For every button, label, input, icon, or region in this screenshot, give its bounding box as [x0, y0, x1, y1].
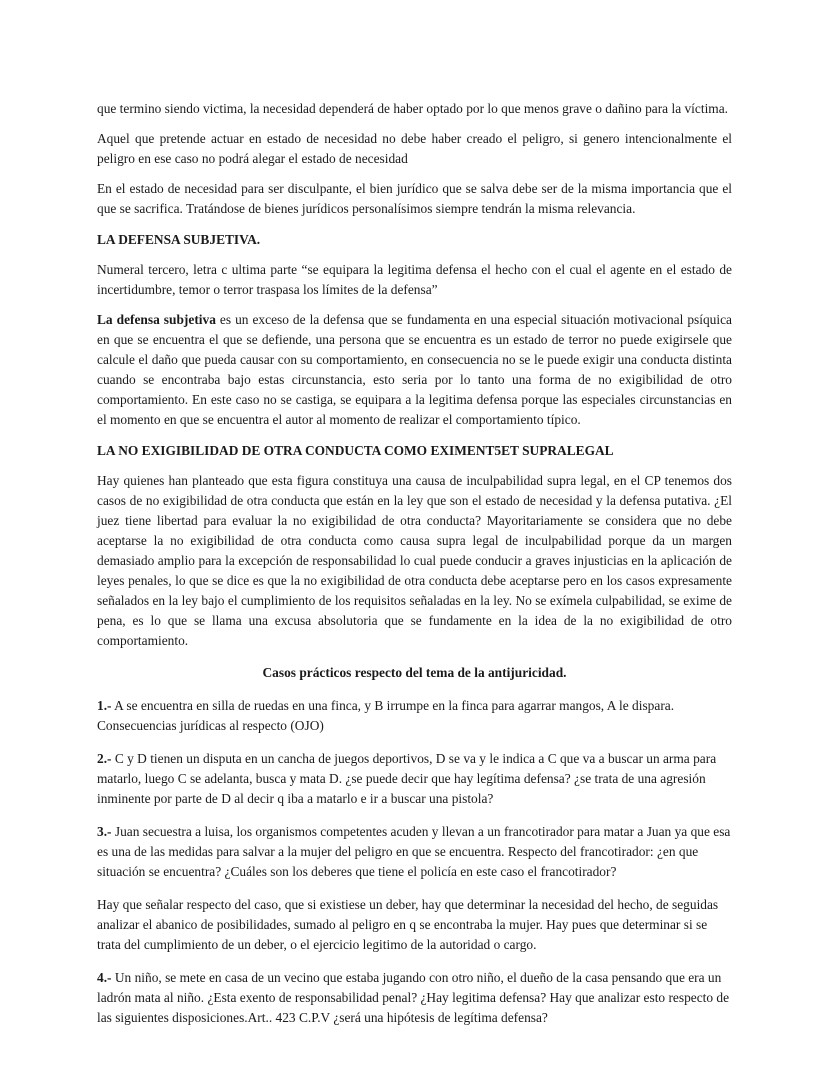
case-text: Juan secuestra a luisa, los organismos competentes acuden y llevan a un francotirador para matar a Juan ya que esa es una de las medidas para salvar a la mujer del peligro en que se encuentra. Respecto del francotirador: ¿en que situación se encuentra? ¿Cuáles son los deberes que tiene el policía en este caso el francotirador? [97, 824, 731, 879]
paragraph: que termino siendo victima, la necesidad dependerá de haber optado por lo que menos grave o dañino para la víctima. [97, 101, 728, 116]
case-item [97, 822, 732, 882]
section-heading: LA DEFENSA SUBJETIVA. [97, 232, 261, 247]
case-item [97, 749, 732, 809]
case-note: Hay que señalar respecto del caso, que si existiese un deber, hay que determinar la necesidad del hecho, de seguidas analizar el abanico de posibilidades, sumado al peligro en q se encontraba la mujer. Hay pues que determinar si se trata del cumplimiento de un deber, o el ejercicio legitimo de la autoridad o cargo. [97, 897, 719, 952]
case-item [97, 968, 732, 1028]
paragraph: Aquel que pretende actuar en estado de necesidad no debe haber creado el peligro, si genero intencionalmente el peligro en ese caso no podrá alegar el estado de necesidad [97, 131, 732, 166]
section-heading: LA NO EXIGIBILIDAD DE OTRA CONDUCTA COMO EXIMENT5ET SUPRALEGAL [97, 443, 614, 458]
paragraph: En el estado de necesidad para ser disculpante, el bien jurídico que se salva debe ser de la misma importancia que el que se sacrifica. Tratándose de bienes jurídicos personalísimos siempre tendrán la misma relevancia. [97, 181, 732, 216]
paragraph: Numeral tercero, letra c ultima parte “se equipara la legitima defensa el hecho con el cual el agente en el estado de incertidumbre, temor o terror traspasa los límites de la defensa” [97, 262, 732, 297]
paragraph [97, 310, 732, 430]
case-text: C y D tienen un disputa en un cancha de juegos deportivos, D se va y le indica a C que va a buscar un arma para matarlo, luego C se adelanta, busca y mata D. ¿se puede decir que hay legítima defensa? ¿se trata de una agresión inminente por parte de D al decir q iba a matarlo e ir a buscar una pistola? [97, 751, 717, 806]
case-number: 1.- [97, 698, 112, 713]
bold-term: La defensa subjetiva [97, 312, 216, 327]
paragraph-text: es un exceso de la defensa que se fundamenta en una especial situación motivacional psíquica en que se encuentra el que se defiende, una persona que se encuentra es un estado de terror no puede exigirsele que calcule el daño que pueda causar con su comportamiento, en consecuencia no se le puede exigir una conducta distinta cuando se encontraba bajo estas circunstancia, esto seria por lo tanto una forma de no exigibilidad de otro comportamiento. En este caso no se castiga, se equipara a la legitima defensa porque las especiales circunstancias en el momento en que se encuentra el autor al momento de realizar el comportamiento típico. [97, 312, 732, 427]
paragraph: Hay quienes han planteado que esta figura constituya una causa de inculpabilidad supra legal, en el CP tenemos dos casos de no exigibilidad de otra conducta que están en la ley que son el estado de necesidad y la defensa putativa. ¿El juez tiene libertad para evaluar la no exigibilidad de otra conducta? Mayoritariamente se considera que no debe aceptarse la no exigibilidad de otra conducta como causa supra legal de inculpabilidad porque da un margen demasiado amplio para la excepción de responsabilidad lo cual puede conducir a graves injusticias en la aplicación de leyes penales, lo que se dice es que la no exigibilidad de otra conducta debe aceptarse pero en los casos expresamente señalados en la ley bajo el cumplimiento de los requisitos señaladas en la ley. No se exímela culpabilidad, se exime de pena, es lo que se llama una excusa absolutoria que se fundamente en la idea de la no exigibilidad de otro comportamiento. [97, 473, 732, 648]
cases-heading: Casos prácticos respecto del tema de la antijuricidad. [262, 665, 567, 680]
case-number: 2.- [97, 751, 112, 766]
case-text: Un niño, se mete en casa de un vecino que estaba jugando con otro niño, el dueño de la casa pensando que era un ladrón mata al niño. ¿Esta exento de responsabilidad penal? ¿Hay legitima defensa? Hay que analizar esto respecto de las siguientes disposiciones.Art.. 423 C.P.V ¿será una hipótesis de legítima defensa? [97, 970, 730, 1025]
case-number: 4.- [97, 970, 112, 985]
case-number: 3.- [97, 824, 112, 839]
case-item [97, 696, 732, 736]
case-text: A se encuentra en silla de ruedas en una finca, y B irrumpe en la finca para agarrar mangos, A le dispara. Consecuencias jurídicas al respecto (OJO) [97, 698, 675, 733]
